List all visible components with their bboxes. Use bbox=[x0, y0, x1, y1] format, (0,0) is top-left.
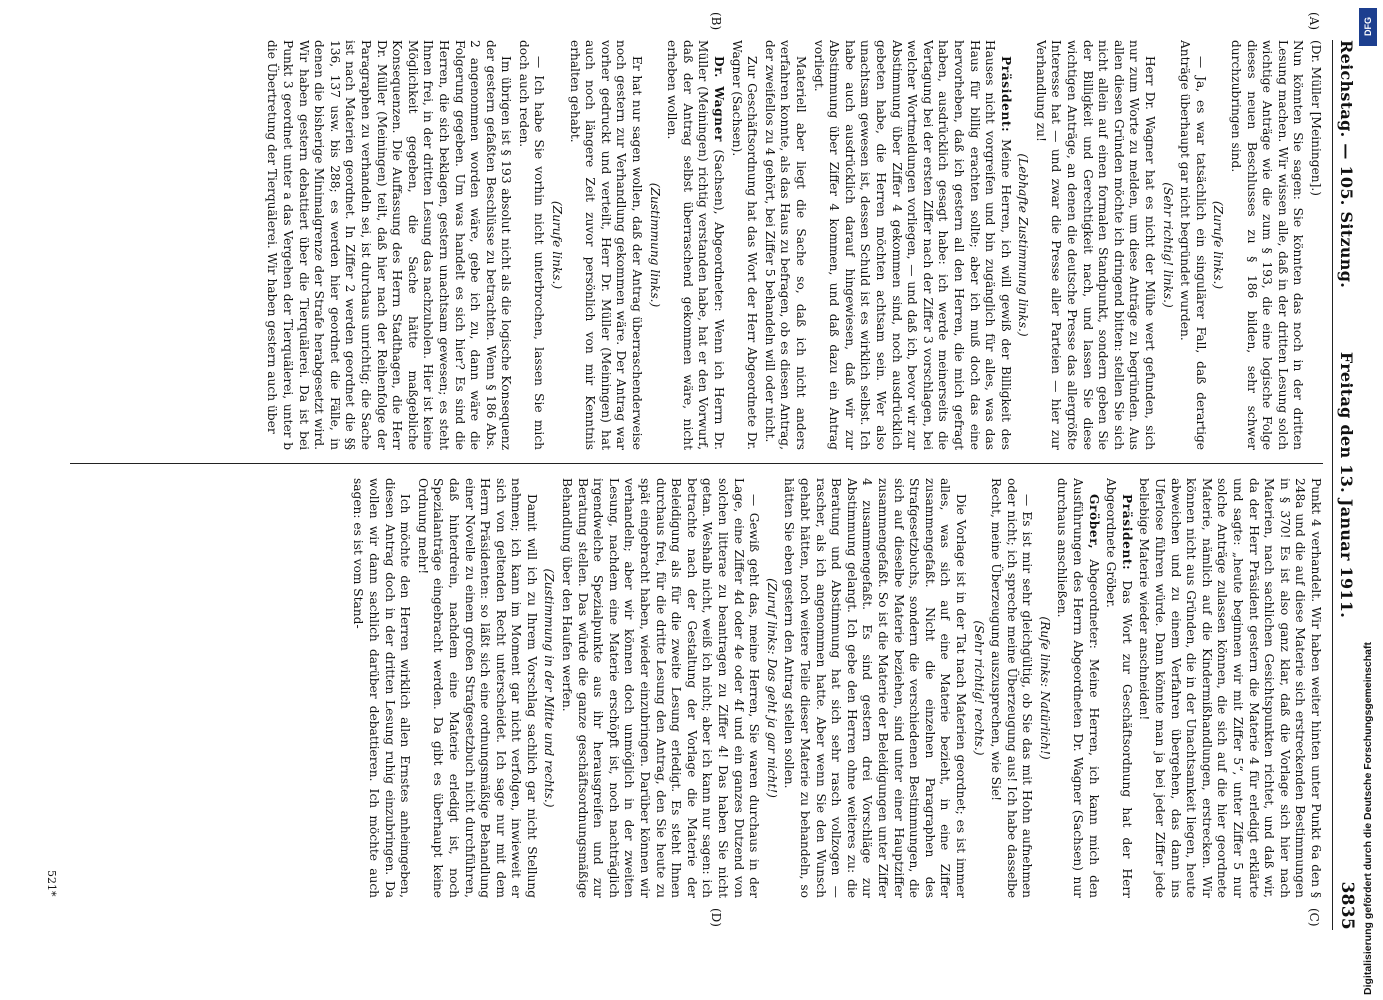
left-text-column bbox=[70, 40, 1323, 450]
right-column-paragraph bbox=[350, 478, 412, 898]
right-column-paragraph bbox=[970, 478, 986, 898]
margin-marker-c: (C) bbox=[1307, 908, 1321, 927]
paragraph-text: (Lebhafte Zustimmung links.) bbox=[1016, 153, 1031, 337]
left-column-paragraph bbox=[1210, 40, 1226, 450]
left-column-paragraph bbox=[1159, 40, 1175, 450]
left-column-paragraph bbox=[728, 40, 759, 450]
right-text-column bbox=[70, 478, 1323, 898]
margin-marker-a: (A) bbox=[1307, 12, 1321, 31]
left-column-paragraph bbox=[515, 40, 546, 450]
paragraph-text: Das Wort zur Geschäftsordnung hat der Herr Abgeordnete Gröber. bbox=[1104, 478, 1134, 898]
right-column-paragraph bbox=[1054, 478, 1101, 898]
paragraph-text: (Zuruf links: Das geht ja gar nicht!) bbox=[764, 578, 779, 798]
left-column-paragraph bbox=[664, 40, 726, 450]
left-column-paragraph bbox=[549, 40, 565, 450]
speaker-name: Präsident: bbox=[998, 56, 1013, 133]
left-column-paragraph bbox=[646, 40, 662, 450]
paragraph-text: — Ich habe Sie vorhin nicht unterbrochen, lassen Sie mich doch auch reden. bbox=[516, 40, 547, 450]
speaker-name: Gröber, bbox=[1086, 494, 1101, 550]
paragraph-text: (Zurufe links.) bbox=[1211, 200, 1226, 290]
paragraph-text: (Rufe links: Natürlich!) bbox=[1037, 616, 1052, 760]
right-column-paragraph bbox=[1103, 478, 1134, 898]
paragraph-text: (Sehr richtig! rechts.) bbox=[971, 620, 986, 756]
margin-marker-d: (D) bbox=[709, 908, 723, 927]
column-divider bbox=[70, 463, 1323, 464]
paragraph-text: — Gewiß geht das, meine Herren, Sie waren durchaus in der Lage, eine Ziffer 4d oder 4e oder 4f und ein ganzes Dutzend von solchen litterae zu beantragen zu Ziffer 4! Das haben Sie nicht getan. Weshalb nicht, weiß ich nicht; aber ich kann nur sagen: ich betrachte nach der Gestaltung der Vorlage die Materie der Beleidigung als für die zweite Lesung erledigt. Es steht Ihnen durchaus frei, für die dritte Lesung den Antrag, den Sie heute zu spät eingebracht haben, wieder einzubringen. Darüber können wir verhandeln; aber wir können doch unmöglich in der zweiten Lesung, nachdem eine Materie erschöpft ist, noch nachträglich irgendwelche Spezialpunkte aus ihr herausgreifen und zur Beratung stellen. Das würde die ganze geschäftsordnungsmäßige Behandlung über den Haufen werfen. bbox=[560, 478, 762, 898]
left-column-paragraph bbox=[1307, 40, 1323, 450]
paragraph-text: (Zurufe links.) bbox=[550, 200, 565, 290]
left-column-paragraph bbox=[1015, 40, 1031, 450]
right-column-paragraph bbox=[763, 478, 779, 898]
paragraph-text: Ich möchte den Herren wirklich allen Ernstes anheimgeben, diesen Antrag doch in der dritten Lesung ruhig einzubringen. Da wollen wir dann sachlich darüber debattieren. Ich möchte auch sagen: es ist vom Stand- bbox=[351, 478, 413, 898]
credit-text: Digitalisierung gefördert durch die Deutsche Forschungsgemeinschaft bbox=[1362, 642, 1374, 995]
paragraph-text: — Es ist mir sehr gleichgültig, ob Sie das mit Hohn aufnehmen oder nicht; ich spreche meine Überzeugung aus! Ich habe dasselbe Recht, meine Überzeugung auszusprechen, wie Sie! bbox=[989, 478, 1035, 898]
left-column-paragraph bbox=[810, 40, 1013, 450]
page-number: 3835 bbox=[1337, 881, 1357, 930]
paragraph-text: (Zustimmung in der Mitte und rechts.) bbox=[542, 568, 557, 808]
paragraph-text: Meine Herren, ich will gewiß der Billigkeit des Hauses nicht vorgreifen und bin zugänglich für alles, was das Haus für billig erachten sollte; aber ich muß doch das eine hervorheben, daß ich gestern all den Herren, die mich gefragt haben, ausdrücklich gesagt habe: ich werde meinerseits die Vertagung bei der ersten Ziffer nach der Ziffer 3 vorschlagen, bei welcher Wortmeldungen vorliegen, — und daß ich, bevor wir zur Abstimmung über Ziffer 4 gekommen sind, noch ausdrücklich gebeten habe, die Herren möchten achtsam sein. Wer also unachtsam gewesen ist, dessen Schuld ist es wirklich selbst. Ich habe auch ausdrücklich darauf hingewiesen, daß wir zur Abstimmung über Ziffer 4 kommen, und daß dazu ein Antrag vorliegt. bbox=[811, 40, 1013, 450]
left-column-paragraph bbox=[1177, 40, 1208, 450]
paragraph-text: Damit will ich zu Ihrem Vorschlag sachlich gar nicht Stellung nehmen; ich kann im Moment gar nicht verfolgen, inwieweit er sich von geltenden Recht unterscheidet. Ich sage nur mit dem Herrn Präsidenten: so läßt sich eine ordnungsmäßige Behandlung einer Novelle zu einem großen Strafgesetzbuch nicht durchführen, daß hinterdrein, nachdem eine Materie erledigt ist, noch Spezialanträge eingebracht werden. Da gibt es überhaupt keine Ordnung mehr! bbox=[415, 478, 539, 898]
header-session: Reichstag. — 105. Sitzung. bbox=[1337, 40, 1356, 289]
paragraph-text: (Zustimmung links.) bbox=[647, 182, 662, 308]
paragraph-text: Herr Dr. Wagner hat es nicht der Mühe wert gefunden, sich nur zum Worte zu melden, um diese Anträge zu begründen. Aus allen diesen Gründen möchte ich dringend bitten: stellen Sie sich nicht allein auf einen formalen Standpunkt, sondern geben Sie der Billigkeit und Gerechtigkeit nach, und lassen Sie diese wichtigen Anträge, an denen die deutsche Presse das allergrößte Interesse hat — und zwar die Presse aller Parteien — hier zur Verhandlung zu! bbox=[1033, 40, 1158, 450]
speaker-name: Präsident: bbox=[1119, 494, 1134, 571]
right-column-paragraph bbox=[1136, 478, 1323, 898]
right-column-paragraph bbox=[414, 478, 539, 898]
paragraph-text: Die Vorlage ist in der Tat nach Materien geordnet; es ist immer alles, was sich auf eine Materie bezieht, in eine Ziffer zusammengefaßt. Nicht die einzelnen Paragraphen des Strafgesetzbuchs, sondern die verschiedenen Bestimmungen, die sich auf dieselbe Materie beziehen, sind unter einer Hauptziffer zusammengefaßt. So ist die Materie der Beleidigungen unter Ziffer 4 zusammengefaßt. Es sind gestern drei Vorschläge zur Abstimmung gelangt. Ich gebe den Herren ohne weiteres zu: die Beratung und Abstimmung hat sich sehr rasch vollzogen — rascher, als ich angenommen hatte. Aber wenn Sie den Wunsch gehabt hätten, noch weitere Teile dieser Materie zu behandeln, so hätten Sie eben gestern den Antrag stellen sollen. bbox=[782, 478, 968, 898]
right-column-paragraph bbox=[1036, 478, 1052, 898]
paragraph-text: (Sachsen), Abgeordneter: Wenn ich Herrn Dr. Müller (Meiningen) richtig verstanden habe, hat er den Vorwurf, daß der Antrag selbst überraschend gekommen wäre, nicht erheben wollen. bbox=[665, 40, 727, 450]
header-date: Freitag den 13. Januar 1911. bbox=[1337, 351, 1356, 619]
paragraph-text: Zur Geschäftsordnung hat das Wort der Herr Abgeordnete Dr. Wagner (Sachsen). bbox=[729, 40, 760, 450]
left-column-paragraph bbox=[264, 40, 514, 450]
credit-strip bbox=[1356, 0, 1382, 1000]
paragraph-text: Abgeordneter: Meine Herren, ich kann mich den Ausführungen des Herrn Abgeordneten Dr. Wagner (Sachsen) nur durchaus anschließen. bbox=[1055, 478, 1101, 898]
dfg-logo-icon: DFG bbox=[1359, 8, 1377, 46]
margin-marker-b: (B) bbox=[709, 12, 723, 31]
paragraph-text: (Dr. Müller [Meiningen].) bbox=[1309, 40, 1323, 196]
right-column-paragraph bbox=[781, 478, 968, 898]
paragraph-text: Er hat nur sagen wollen, daß der Antrag überraschenderweise noch gestern zur Verhandlung gekommen wäre. Der Antrag war vorher gedruckt und verteilt, Herr Dr. Müller (Meiningen) hat auch noch längere Zeit zuvor persönlich von mir Kenntnis erhalten gehabt. bbox=[567, 40, 645, 450]
left-column-paragraph bbox=[566, 40, 644, 450]
paragraph-text: — Ja, es war tatsächlich ein singulärer Fall, daß derartige Anträge überhaupt gar nicht begründet wurden. bbox=[1178, 40, 1208, 450]
left-column-paragraph bbox=[1032, 40, 1157, 450]
right-column-paragraph bbox=[988, 478, 1035, 898]
signature-mark: 521* bbox=[45, 870, 58, 897]
right-column-paragraph bbox=[541, 478, 557, 898]
left-column-paragraph bbox=[1227, 40, 1305, 450]
right-column-paragraph bbox=[559, 478, 762, 898]
paragraph-text: Materiell aber liegt die Sache so, daß ich nicht anders verfahren konnte, als das Haus zu befragen, ob es diesen Antrag, der zweifellos zu 4 gehört, bei Ziffer 5 behandeln will oder nicht. bbox=[762, 40, 808, 450]
speaker-name: Dr. Wagner bbox=[712, 56, 727, 143]
paragraph-text: Im übrigen ist § 193 absolut nicht als die logische Konsequenz der gestern gefaßten Beschlüsse zu betrachten. Wenn § 186 Abs. 2 angenommen worden wäre, gebe ich zu, dann wäre die Folgerung gegeben. Um was handelt es sich hier? Es sind die Herren, die sich beklagen, gestern unachtsam gewesen; es steht Ihnen frei, in der dritten Lesung das nachzuholen. Hier ist keine Möglichkeit gegeben, die Sache hätte maßgebliche Konsequenzen. Die Auffassung des Herrn Stadthagen, die Herr Dr. Müller (Meiningen) teilt, daß hier nach der Reihenfolge der Paragraphen zu verhandeln sei, ist durchaus unrichtig; die Sache ist nach Materien geordnet. In Ziffer 2 werden geordnet die §§ 136, 137 usw. bis 288; es werden hier geordnet die Fälle, in denen die bisherige Minimalgrenze der Strafe herabgesetzt wird. Wir haben gestern debattiert über die Tierquälerei. Da ist bei Punkt 3 geordnet unter a das Vergehen der Tierquälerei, unter b die Übertretung der Tierquälerei. Wir haben gestern auch über bbox=[265, 40, 514, 450]
paragraph-text: Punkt 4 verhandelt. Wir haben weiter hinten unter Punkt 6a den § 248a und die auf diese Materie sich erstreckenden Bestimmungen in § 370! Es ist also ganz klar, daß die Vorlage sich hier nach Materien, nach sachlichen Gesichtspunkten richtet, und daß wir, da der Herr Präsident gestern die Materie 4 für erledigt erklärte und sagte: „heute beginnen wir mit Ziffer 5“, unter Ziffer 5 nur solche Anträge zulassen können, die sich auf die hier geordnete Materie, nämlich auf die Kindermißhandlungen, erstrecken. Wir können nicht aus Gründen, die in der Unachtsamkeit liegen, heute abweichen und zu einem Verfahren übergehen, das dann ins Uferlose führen würde. Dann könnte man ja bei jeder Ziffer jede beliebige Materie wieder anschneiden! bbox=[1137, 478, 1323, 898]
paragraph-text: Nun könnten Sie sagen: Sie könnten das noch in der dritten Lesung machen. Wir wissen alle, daß in der dritten Lesung solch wichtige Anträge wie die zum § 193, die eine logische Folge dieses neuen Beschlusses zu § 186 bilden, sehr schwer durchzubringen sind. bbox=[1229, 40, 1306, 450]
paragraph-text: (Sehr richtig! links.) bbox=[1160, 182, 1175, 308]
left-column-paragraph bbox=[761, 40, 808, 450]
